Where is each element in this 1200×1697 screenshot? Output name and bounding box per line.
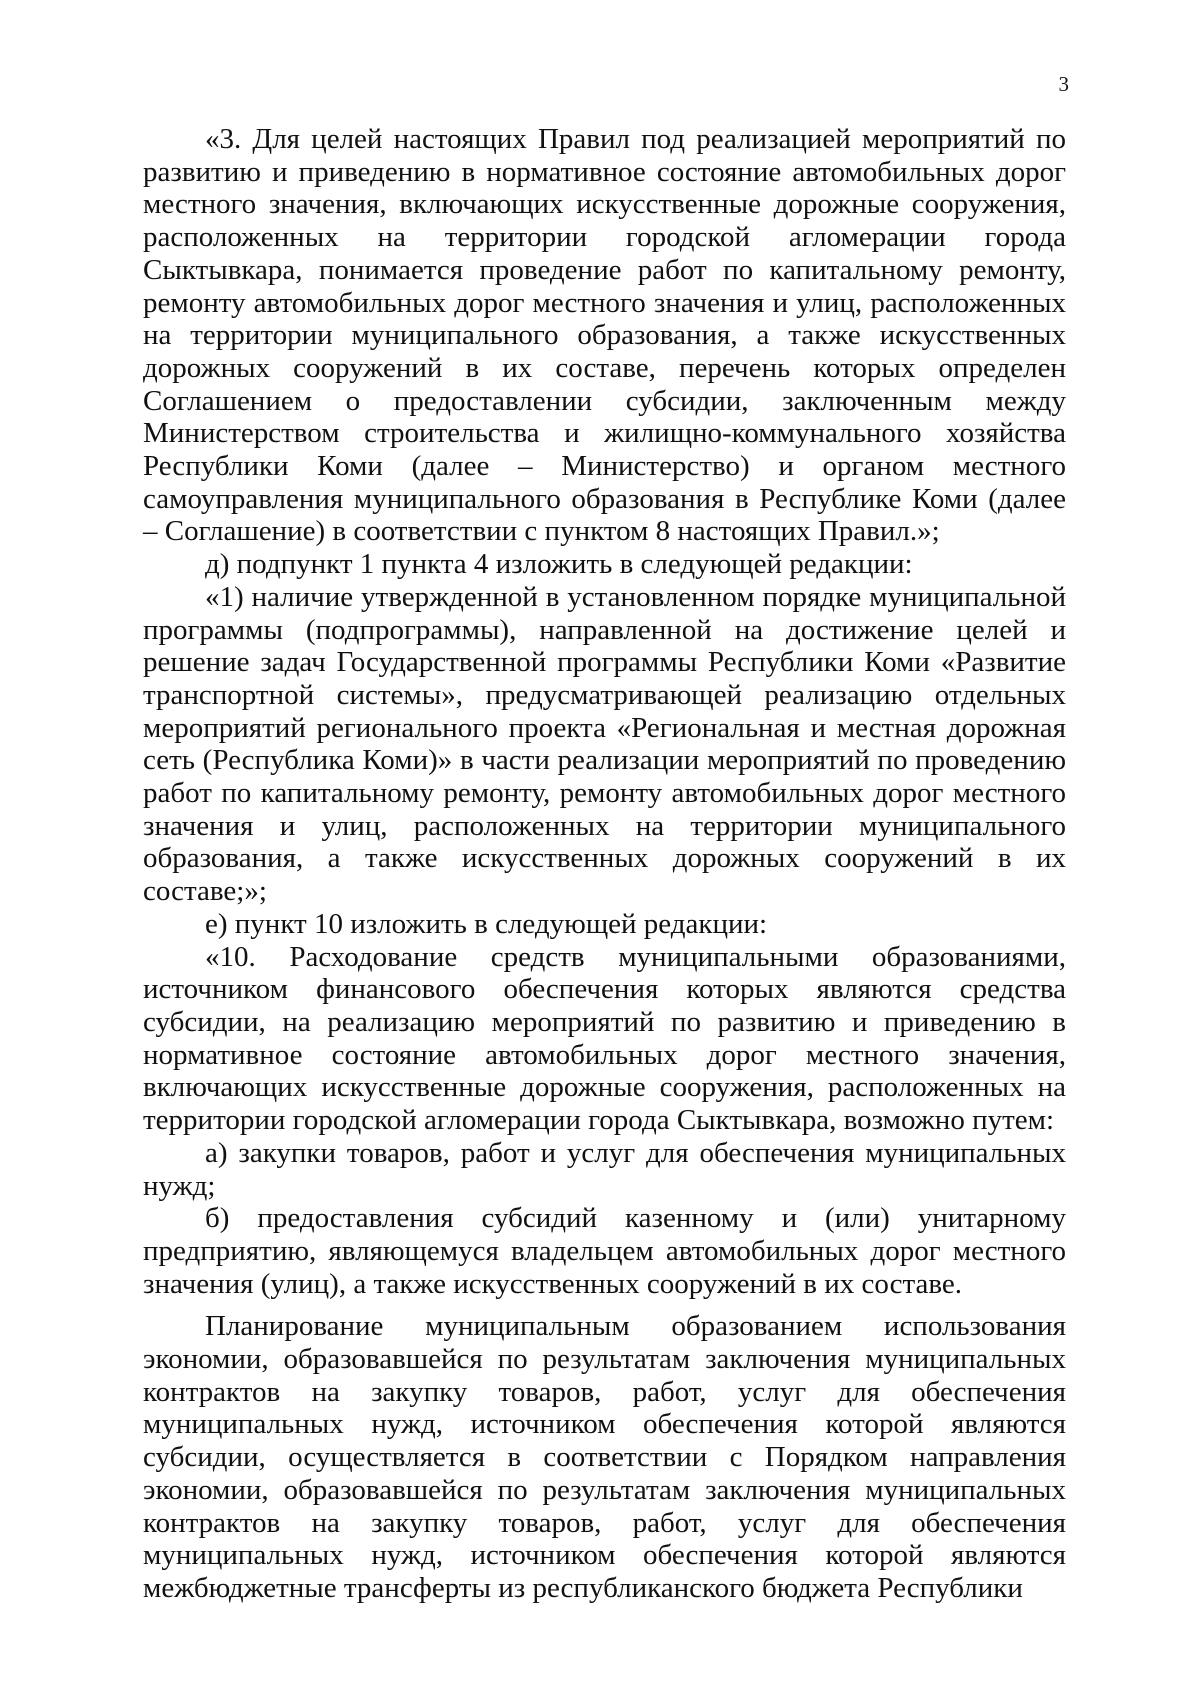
document-body <box>143 123 1066 1605</box>
paragraph-planning: Планирование муниципальным образованием использования экономии, образовавшейся по результатам заключения муниципальных контрактов на закупку товаров, работ, услуг для обеспечения муниципальных нужд, источником обеспечения которой являются субсидии, осуществляется в соответствии с Порядком направления экономии, образовавшейся по результатам заключения муниципальных контрактов на закупку товаров, работ, услуг для обеспечения муниципальных нужд, источником обеспечения которой являются межбюджетные трансферты из республиканского бюджета Республики <box>143 1310 1066 1604</box>
paragraph-subclause-1: «1) наличие утвержденной в установленном порядке муниципальной программы (подпрограммы), направленной на достижение целей и решение задач Государственной программы Республики Коми «Развитие транспортной системы», предусматривающей реализацию отдельных мероприятий регионального проекта «Региональная и местная дорожная сеть (Республика Коми)» в части реализации мероприятий по проведению работ по капитальному ремонту, ремонту автомобильных дорог местного значения и улиц, расположенных на территории муниципального образования, а также искусственных дорожных сооружений в их составе;»; <box>143 580 1066 908</box>
paragraph-amendment-e: е) пункт 10 изложить в следующей редакции: <box>205 907 768 940</box>
paragraph-clause-10: «10. Расходование средств муниципальными образованиями, источником финансового обеспечения которых являются средства субсидии, на реализацию мероприятий по развитию и приведению в нормативное состояние автомобильных дорог местного значения, включающих искусственные дорожные сооружения, расположенных на территории городской агломерации города Сыктывкара, возможно путем: <box>143 940 1066 1137</box>
paragraph-amendment-d: д) подпункт 1 пункта 4 изложить в следующей редакции: <box>205 548 913 581</box>
paragraph-item-b: б) предоставления субсидий казенному и (или) унитарному предприятию, являющемуся владельцем автомобильных дорог местного значения (улиц), а также искусственных сооружений в их составе. <box>143 1202 1066 1300</box>
paragraph-clause-3: «3. Для целей настоящих Правил под реализацией мероприятий по развитию и приведению в нормативное состояние автомобильных дорог местного значения, включающих искусственные дорожные сооружения, расположенных на территории городской агломерации города Сыктывкара, понимается проведение работ по капитальному ремонту, ремонту автомобильных дорог местного значения и улиц, расположенных на территории муниципального образования, а также искусственных дорожных сооружений в их составе, перечень которых определен Соглашением о предоставлении субсидии, заключенным между Министерством строительства и жилищно-коммунального хозяйства Республики Коми (далее – Министерство) и органом местного самоуправления муниципального образования в Республике Коми (далее – Соглашение) в соответствии с пунктом 8 настоящих Правил.»; <box>143 123 1066 548</box>
paragraph-item-a: а) закупки товаров, работ и услуг для обеспечения муниципальных нужд; <box>143 1136 1066 1202</box>
page-number: 3 <box>1058 72 1069 96</box>
